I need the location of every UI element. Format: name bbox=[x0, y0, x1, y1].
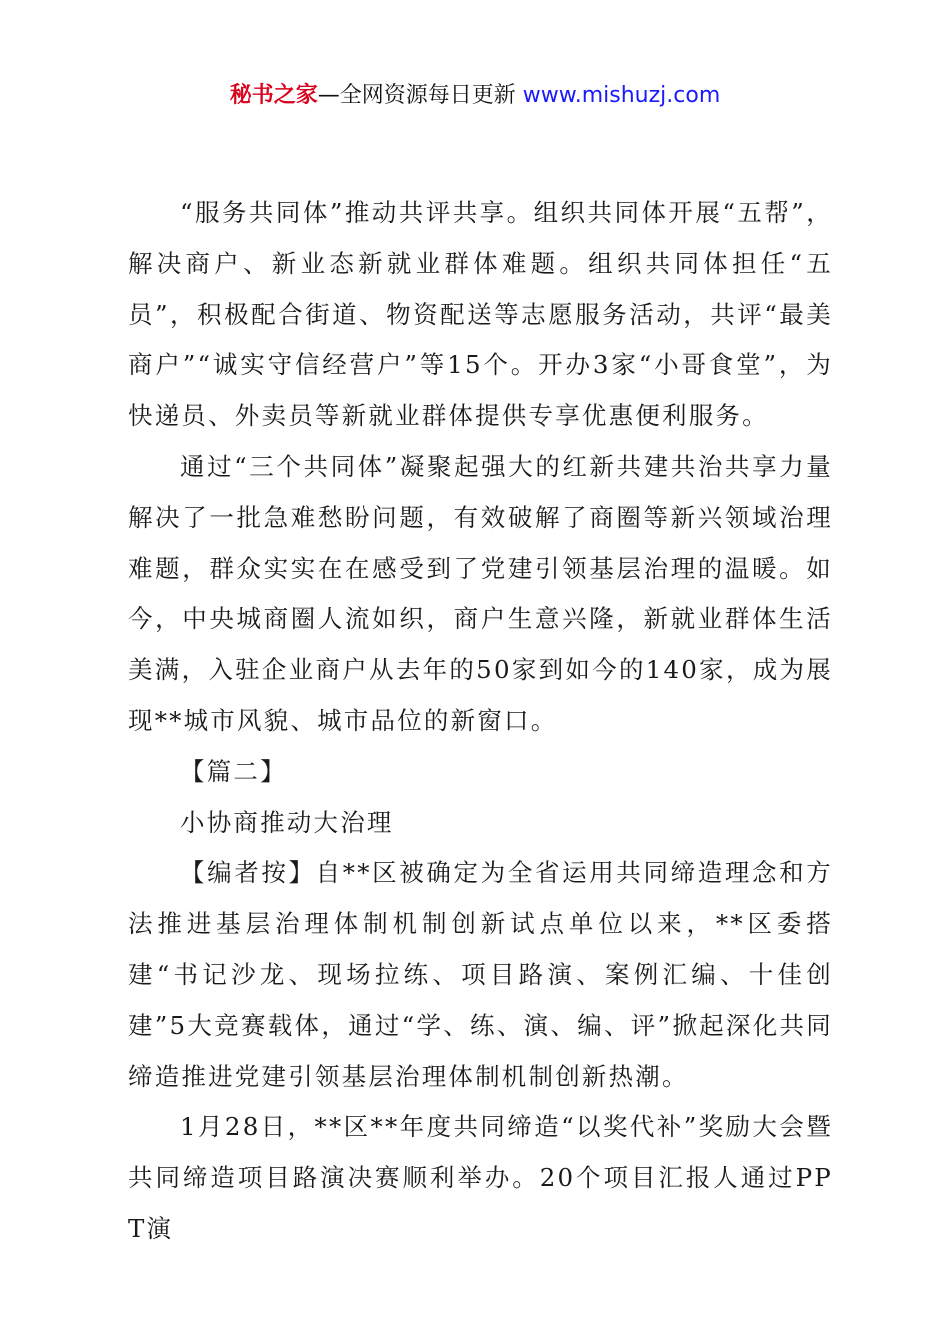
section-label: 【篇二】 bbox=[180, 756, 287, 786]
paragraph-event: 1月28日，**区**年度共同缔造“以奖代补”奖励大会暨共同缔造项目路演决赛顺利举办。20个项目汇报人通过PPT演 bbox=[128, 1112, 833, 1243]
site-brand: 秘书之家 bbox=[229, 83, 318, 108]
site-banner bbox=[0, 80, 950, 112]
site-url-link[interactable]: www.mishuzj.com bbox=[522, 83, 721, 108]
paragraph-editor-note: 【编者按】自**区被确定为全省运用共同缔造理念和方法推进基层治理体制机制创新试点单位以来，**区委搭建“书记沙龙、现场拉练、项目路演、案例汇编、十佳创建”5大竞赛载体，通过“学、练、演、编、评”掀起深化共同缔造推进党建引领基层治理体制机制创新热潮。 bbox=[128, 858, 833, 1091]
document-body bbox=[128, 188, 833, 1255]
site-tagline: —全网资源每日更新 bbox=[317, 83, 516, 108]
paragraph-service-community: “服务共同体”推动共评共享。组织共同体开展“五帮”，解决商户、新业态新就业群体难题。组织共同体担任“五员”，积极配合街道、物资配送等志愿服务活动，共评“最美商户”“诚实守信经营户”等15个。开办3家“小哥食堂”，为快递员、外卖员等新就业群体提供专享优惠便利服务。 bbox=[128, 198, 833, 431]
paragraph-three-communities: 通过“三个共同体”凝聚起强大的红新共建共治共享力量解决了一批急难愁盼问题，有效破解了商圈等新兴领域治理难题，群众实实在在感受到了党建引领基层治理的温暖。如今，中央城商圈人流如织，商户生意兴隆，新就业群体生活美满，入驻企业商户从去年的50家到如今的140家，成为展现**城市风貌、城市品位的新窗口。 bbox=[128, 451, 833, 735]
article-title: 小协商推动大治理 bbox=[180, 807, 394, 837]
